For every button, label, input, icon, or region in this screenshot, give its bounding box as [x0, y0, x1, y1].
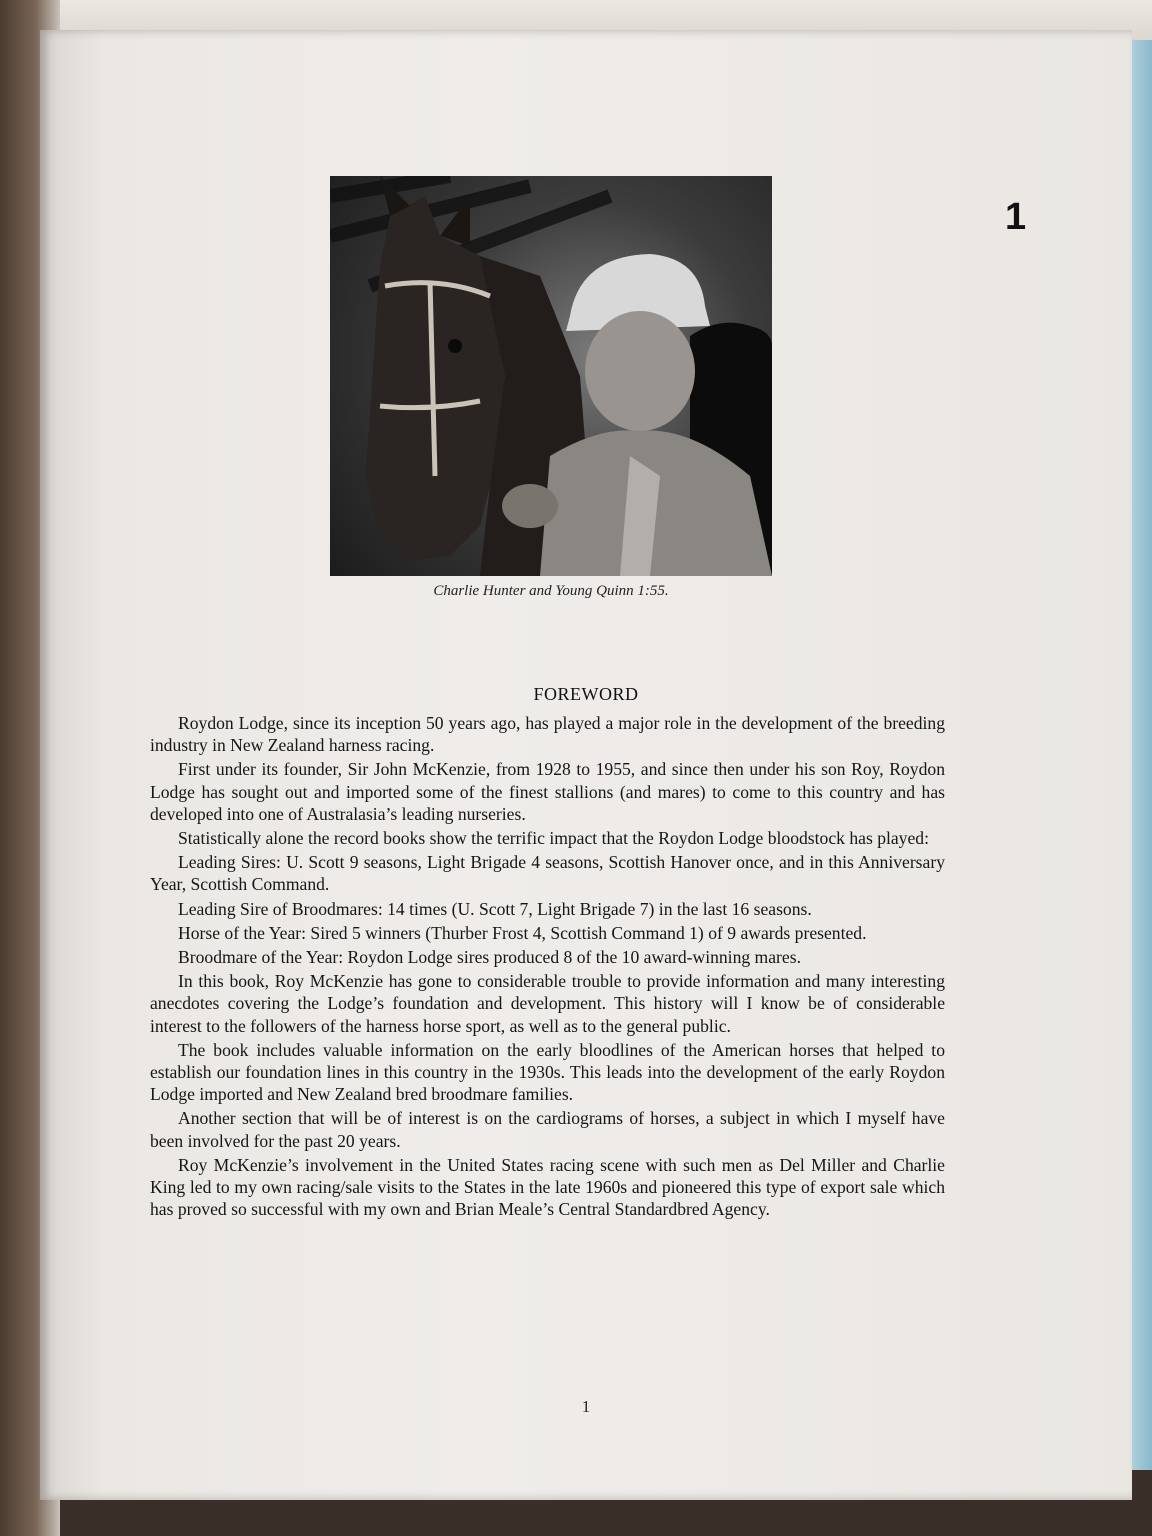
- paragraph: Leading Sire of Broodmares: 14 times (U. Scott 7, Light Brigade 7) in the last 16 seasons.: [178, 898, 812, 919]
- paragraph: Statistically alone the record books show the terrific impact that the Roydon Lodge bloodstock has played:: [178, 828, 929, 849]
- page-number: 1: [581, 1397, 591, 1416]
- paragraph: Roydon Lodge, since its inception 50 years ago, has played a major role in the development of the breeding industry in New Zealand harness racing.: [150, 713, 945, 756]
- paragraph: In this book, Roy McKenzie has gone to considerable trouble to provide information and many interesting anecdotes covering the Lodge’s foundation and development. This history will I know be of considerable interest to the followers of the harness horse sport, as well as to the general public.: [150, 971, 945, 1036]
- jockey-face: [585, 311, 695, 431]
- photo-illustration: [330, 176, 772, 576]
- paragraph: Roy McKenzie’s involvement in the United States racing scene with such men as Del Miller and Charlie King led to my own racing/sale visits to the States in the late 1960s and pioneered this type of export sale which has proved so successful with my own and Brian Meale’s Central Standardbred Agency.: [150, 1154, 945, 1220]
- foreword-body: [150, 712, 945, 1222]
- horse-eye: [448, 339, 462, 353]
- paragraph: Another section that will be of interest is on the cardiograms of horses, a subject in which I myself have been involved for the past 20 years.: [150, 1108, 945, 1151]
- paragraph: Broodmare of the Year: Roydon Lodge sires produced 8 of the 10 award-winning mares.: [178, 947, 801, 968]
- jockey-hand: [502, 484, 558, 528]
- paragraph: Horse of the Year: Sired 5 winners (Thurber Frost 4, Scottish Command 1) of 9 awards presented.: [178, 922, 867, 943]
- chapter-number: 1: [1005, 196, 1027, 238]
- section-heading: FOREWORD: [533, 684, 639, 704]
- photo-caption: Charlie Hunter and Young Quinn 1:55.: [433, 583, 669, 599]
- book-page: [40, 30, 1132, 1500]
- paragraph: Leading Sires: U. Scott 9 seasons, Light Brigade 4 seasons, Scottish Hanover once, and in this Anniversary Year, Scottish Command.: [150, 852, 945, 895]
- paragraph: The book includes valuable information on the early bloodlines of the American horses that helped to establish our foundation lines in this country in the 1930s. This leads into the development of the early Roydon Lodge imported and New Zealand bred broodmare families.: [150, 1039, 945, 1105]
- paragraph: First under its founder, Sir John McKenzie, from 1928 to 1955, and since then under his son Roy, Roydon Lodge has sought out and imported some of the finest stallions (and mares) to come to this country and has developed into one of Australasia’s leading nurseries.: [150, 759, 945, 824]
- photograph: [330, 176, 772, 576]
